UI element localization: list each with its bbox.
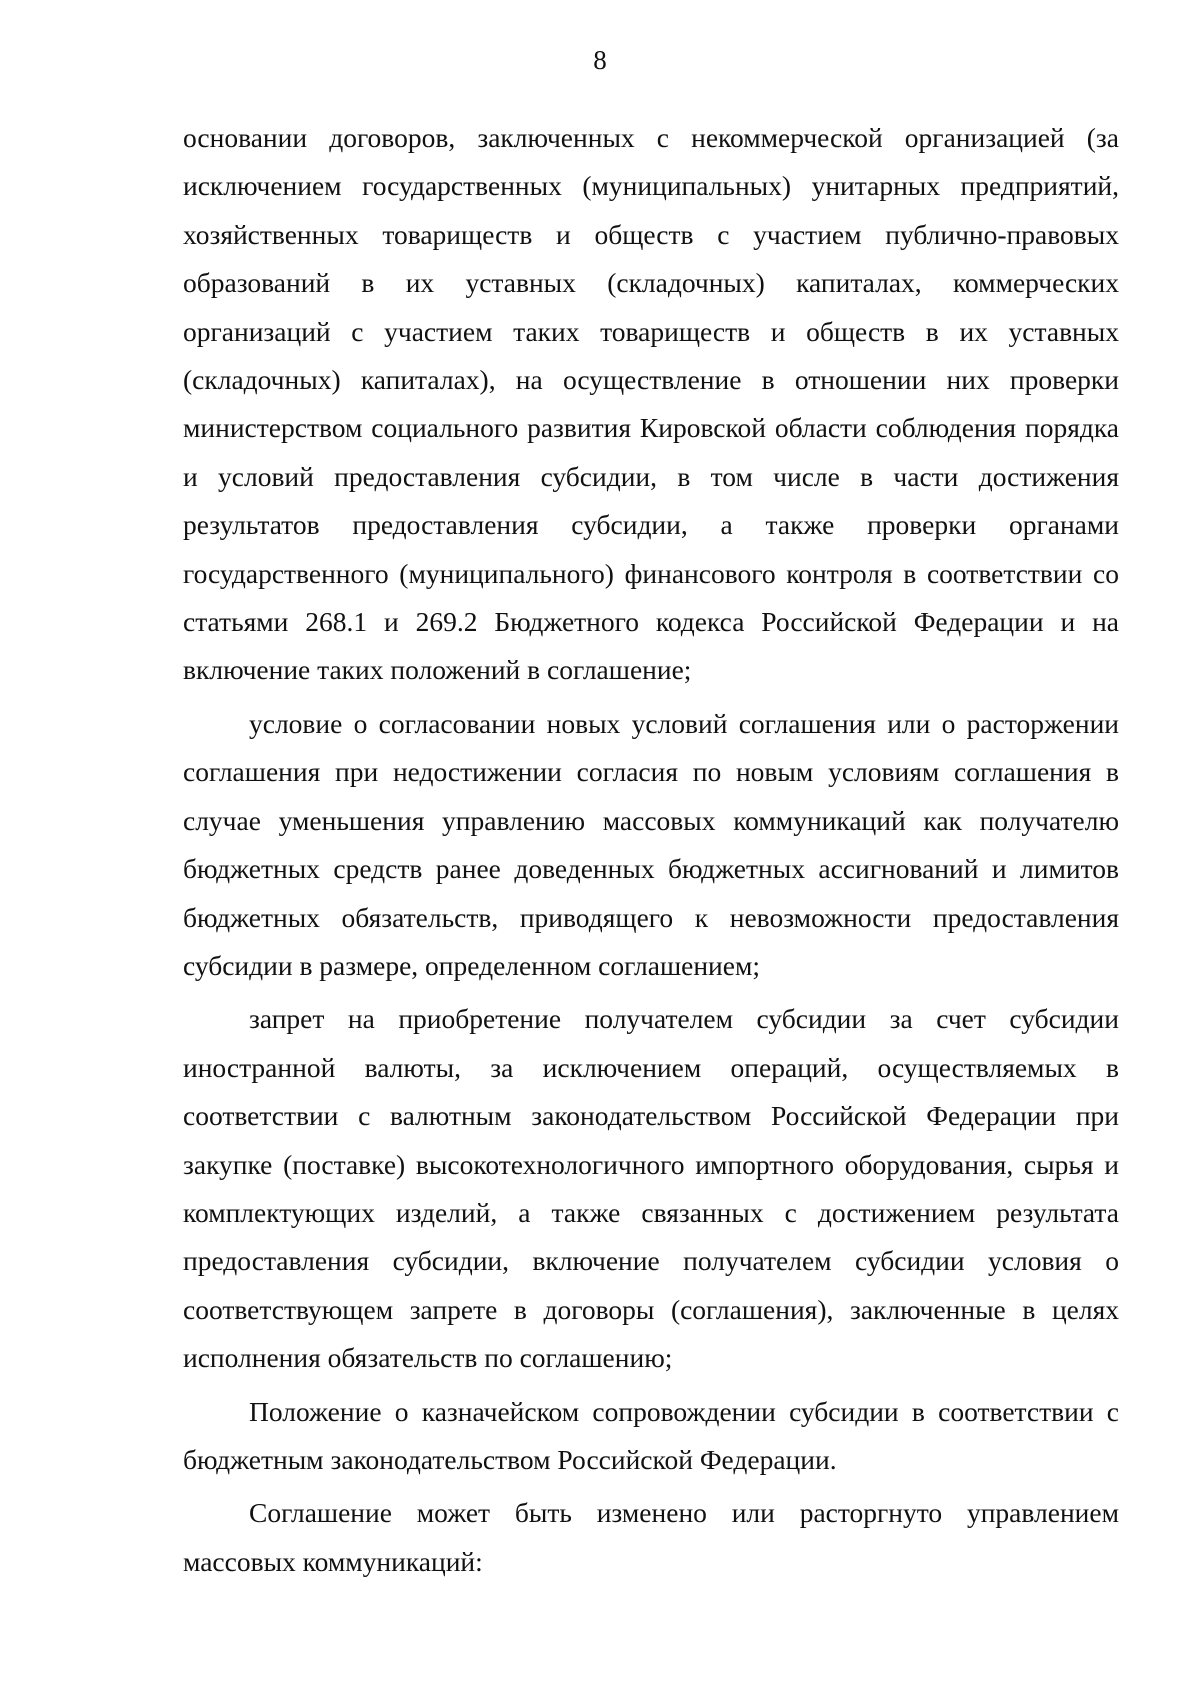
paragraph-currency-prohibition: запрет на приобретение получателем субсидии за счет субсидии иностранной валюты, за исключением операций, осуществляемых в соответствии с валютным законодательством Российской Федерации при закупке (поставке) высокотехнологичного импортного оборудования, сырья и комплектующих изделий, а также связанных с достижением результата предоставления субсидии, включение получателем субсидии условия о соответствующем запрете в договоры (соглашения), заключенные в целях исполнения обязательств по соглашению;: [183, 1003, 1119, 1374]
paragraph-agreement-change: Соглашение может быть изменено или расторгнуто управлением массовых коммуникаций:: [183, 1497, 1119, 1577]
page-number: 8: [593, 45, 607, 75]
paragraph-treasury-support: Положение о казначейском сопровождении субсидии в соответствии с бюджетным законодательством Российской Федерации.: [183, 1395, 1119, 1475]
document-body: [183, 114, 1119, 1586]
paragraph-agreement-condition: условие о согласовании новых условий соглашения или о расторжении соглашения при недостижении согласия по новым условиям соглашения в случае уменьшения управлению массовых коммуникаций как получателю бюджетных средств ранее доведенных бюджетных ассигнований и лимитов бюджетных обязательств, приводящего к невозможности предоставления субсидии в размере, определенном соглашением;: [183, 707, 1119, 981]
paragraph-continuation: основании договоров, заключенных с некоммерческой организацией (за исключением государственных (муниципальных) унитарных предприятий, хозяйственных товариществ и обществ с участием публично-правовых образований в их уставных (складочных) капиталах, коммерческих организаций с участием таких товариществ и обществ в их уставных (складочных) капиталах), на осуществление в отношении них проверки министерством социального развития Кировской области соблюдения порядка и условий предоставления субсидии, в том числе в части достижения результатов предоставления субсидии, а также проверки органами государственного (муниципального) финансового контроля в соответствии со статьями 268.1 и 269.2 Бюджетного кодекса Российской Федерации и на включение таких положений в соглашение;: [183, 122, 1119, 686]
